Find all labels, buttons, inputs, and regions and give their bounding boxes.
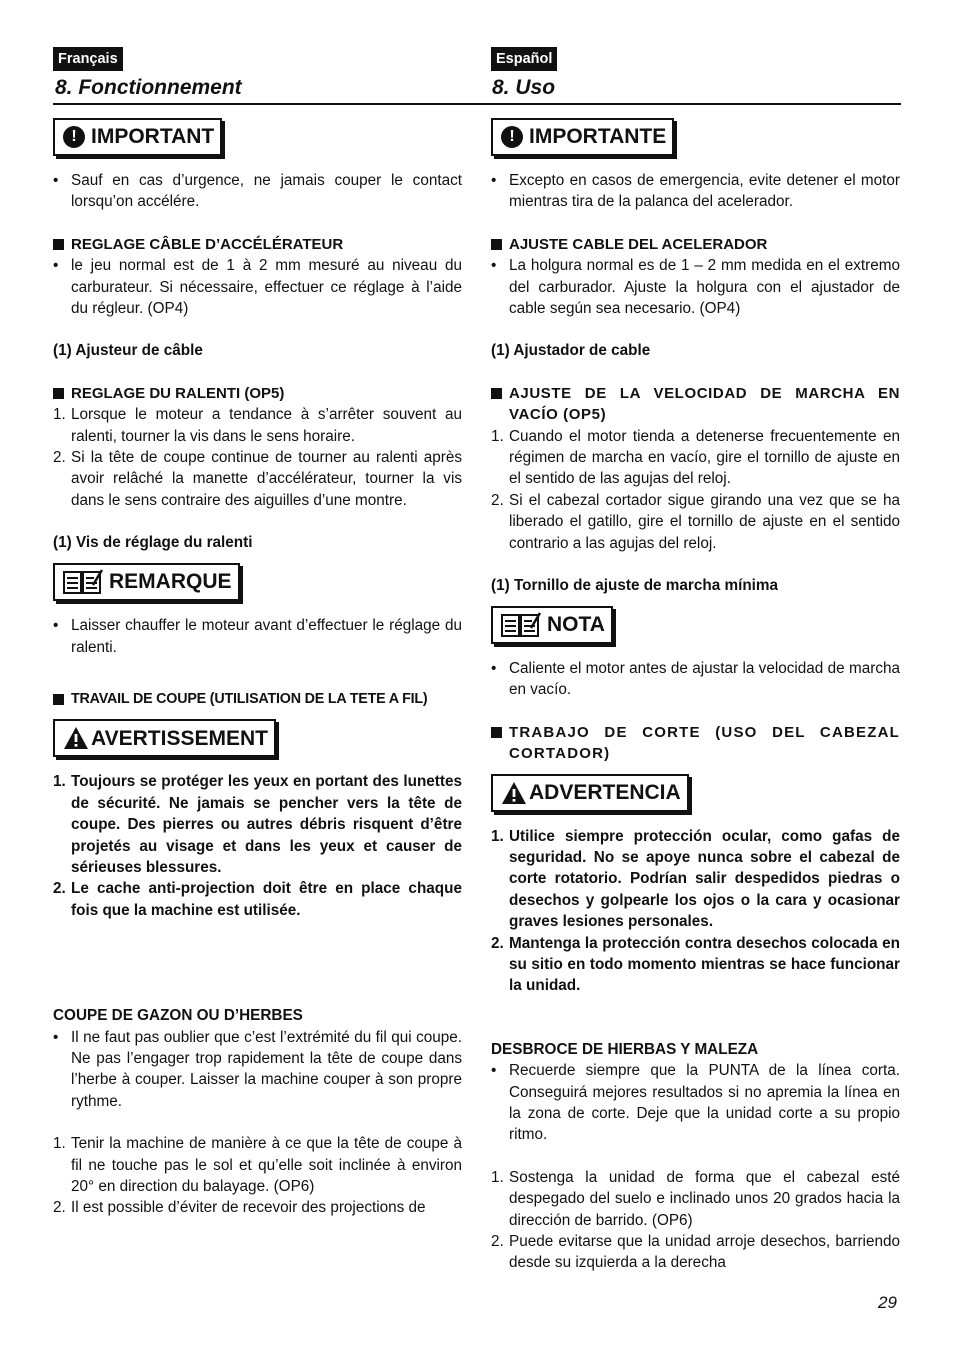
grass-steps xyxy=(491,1167,900,1274)
square-bullet-icon xyxy=(491,239,502,250)
list-item: • Sauf en cas d’urgence, ne jamais couper le contact lorsqu’on accélére. xyxy=(53,170,462,213)
note-label: NOTA xyxy=(547,612,605,636)
list-item: 1. Sostenga la unidad de forma que el cabezal esté despegado del suelo e inclinado unos 20 grados hacia la dirección de barrido. (OP6) xyxy=(491,1168,900,1229)
list-item: • Laisser chauffer le moteur avant d’effectuer le réglage du ralenti. xyxy=(53,615,462,658)
note-book-icon xyxy=(63,569,103,595)
important-box xyxy=(53,118,222,156)
list-item: • Excepto en casos de emergencia, evite detener el motor mientras tira de la palanca del acelerador. xyxy=(491,170,900,213)
idle-caption: (1) Vis de réglage du ralenti xyxy=(53,534,253,552)
warning-triangle-icon xyxy=(501,781,527,805)
section-title-french: 8. Fonctionnement xyxy=(55,76,242,99)
square-bullet-icon xyxy=(53,239,64,250)
note-book-icon xyxy=(501,612,541,638)
page-number: 29 xyxy=(878,1293,897,1312)
grass-heading: DESBROCE DE HIERBAS Y MALEZA xyxy=(491,1040,759,1058)
list-item: 1. Tenir la machine de manière à ce que la tête de coupe à fil ne touche pas le sol et qu’elle soit inclinée à environ 20° en direction du balayage. (OP6) xyxy=(53,1135,462,1195)
list-item: 1. Utilice siempre protección ocular, como gafas de seguridad. No se apoye nunca sobre el cabezal de corte rotatorio. Podrían salir despedidos piedras o desechos y golpearle los ojos o la cara y ocasionar graves lesiones personales. xyxy=(491,827,900,931)
grass-list xyxy=(491,1060,900,1146)
language-badge-french: Français xyxy=(53,47,123,71)
warning-list xyxy=(491,826,900,997)
grass-list xyxy=(53,1027,462,1113)
square-bullet-icon xyxy=(53,694,64,705)
cable-heading: REGLAGE CÂBLE D’ACCÉLÉRATEUR xyxy=(53,234,462,255)
warning-label: ADVERTENCIA xyxy=(529,780,681,804)
list-item: 2. Il est possible d’éviter de recevoir des projections de xyxy=(53,1199,426,1217)
note-box xyxy=(53,563,240,601)
list-item: 2. Si la tête de coupe continue de tourner au ralenti après avoir relâché la manette d’accélérateur, tourner la vis dans le sens contraire des aiguilles d’une montre. xyxy=(53,449,462,509)
list-item: • Caliente el motor antes de ajustar la velocidad de marcha en vacío. xyxy=(491,658,900,701)
important-list xyxy=(53,170,462,213)
important-box xyxy=(491,118,674,156)
list-item: • La holgura normal es de 1 – 2 mm medida en el extremo del carburador. Ajuste la holgura con el ajustador de cable según sea necesario. (OP4) xyxy=(491,255,900,319)
section-title-spanish: 8. Uso xyxy=(492,76,556,99)
list-item: 2. Puede evitarse que la unidad arroje desechos, barriendo desde su izquierda a la derecha xyxy=(491,1233,900,1272)
work-heading: TRABAJO DE CORTE (USO DEL CABEZAL CORTADOR) xyxy=(491,722,900,765)
warning-box xyxy=(53,719,276,757)
exclamation-icon: ! xyxy=(501,126,523,148)
cable-list xyxy=(491,255,900,319)
note-list xyxy=(491,658,900,701)
important-label: IMPORTANT xyxy=(91,125,215,149)
idle-heading: AJUSTE DE LA VELOCIDAD DE MARCHA EN VACÍO (OP5) xyxy=(491,383,900,426)
note-label: REMARQUE xyxy=(109,569,232,593)
note-list xyxy=(53,615,462,658)
grass-heading: COUPE DE GAZON OU D’HERBES xyxy=(53,1007,303,1025)
cable-list xyxy=(53,255,462,319)
list-item: 2. Si el cabezal cortador sigue girando una vez que se ha liberado el gatillo, gire el tornillo de ajuste en el sentido contrario a las agujas del reloj. xyxy=(491,491,900,552)
exclamation-icon: ! xyxy=(63,126,85,148)
header-rule xyxy=(53,103,901,105)
column-spanish xyxy=(491,118,900,1274)
warning-triangle-icon xyxy=(63,726,89,750)
grass-steps xyxy=(53,1133,462,1219)
list-item: 2. Le cache anti-projection doit être en place chaque fois que la machine est utilisée. xyxy=(53,880,462,919)
note-box xyxy=(491,606,613,644)
square-bullet-icon xyxy=(491,388,502,399)
warning-label: AVERTISSEMENT xyxy=(91,726,268,750)
list-item: • Recuerde siempre que la PUNTA de la línea corta. Conseguirá mejores resultados si no apremia la línea en la zona de corte. Deje que la unidad corte a su propio ritmo. xyxy=(491,1060,900,1146)
important-list xyxy=(491,170,900,213)
cable-heading: AJUSTE CABLE DEL ACELERADOR xyxy=(491,234,900,255)
list-item: 2. Mantenga la protección contra desechos colocada en su sitio en todo momento mientras se hace funcionar la unidad. xyxy=(491,934,900,995)
column-french xyxy=(53,118,462,1219)
idle-heading: REGLAGE DU RALENTI (OP5) xyxy=(53,383,462,404)
idle-caption: (1) Tornillo de ajuste de marcha mínima xyxy=(491,577,779,595)
work-heading: TRAVAIL DE COUPE (UTILISATION DE LA TETE A FIL) xyxy=(53,689,462,710)
language-badge-spanish: Español xyxy=(491,47,557,71)
list-item: 1. Cuando el motor tienda a detenerse frecuentemente en régimen de marcha en vacío, gire el tornillo de ajuste en el sentido de las agujas del reloj. xyxy=(491,427,900,488)
idle-list xyxy=(491,426,900,554)
list-item: 1. Lorsque le moteur a tendance à s’arrêter souvent au ralenti, tourner la vis dans le sens horaire. xyxy=(53,406,462,445)
list-item: • le jeu normal est de 1 à 2 mm mesuré au niveau du carburateur. Si nécessaire, effectuer ce réglage à l’aide du régleur. (OP4) xyxy=(53,255,462,319)
square-bullet-icon xyxy=(53,388,64,399)
warning-list xyxy=(53,771,462,921)
list-item: 1. Toujours se protéger les yeux en portant des lunettes de sécurité. Ne jamais se pencher vers la tête de coupe. Des pierres ou autres débris risquent d’être projetés au visage et dans les yeux et causer de sérieuses blessures. xyxy=(53,773,462,876)
square-bullet-icon xyxy=(491,727,502,738)
important-label: IMPORTANTE xyxy=(529,125,667,149)
cable-caption: (1) Ajustador de cable xyxy=(491,342,651,360)
idle-list xyxy=(53,404,462,511)
cable-caption: (1) Ajusteur de câble xyxy=(53,342,203,360)
warning-box xyxy=(491,774,689,812)
list-item: • Il ne faut pas oublier que c’est l’extrémité du fil qui coupe. Ne pas l’engager trop rapidement la tête de coupe dans l’herbe à couper. Laisser la machine couper à son propre rythme. xyxy=(53,1027,462,1113)
